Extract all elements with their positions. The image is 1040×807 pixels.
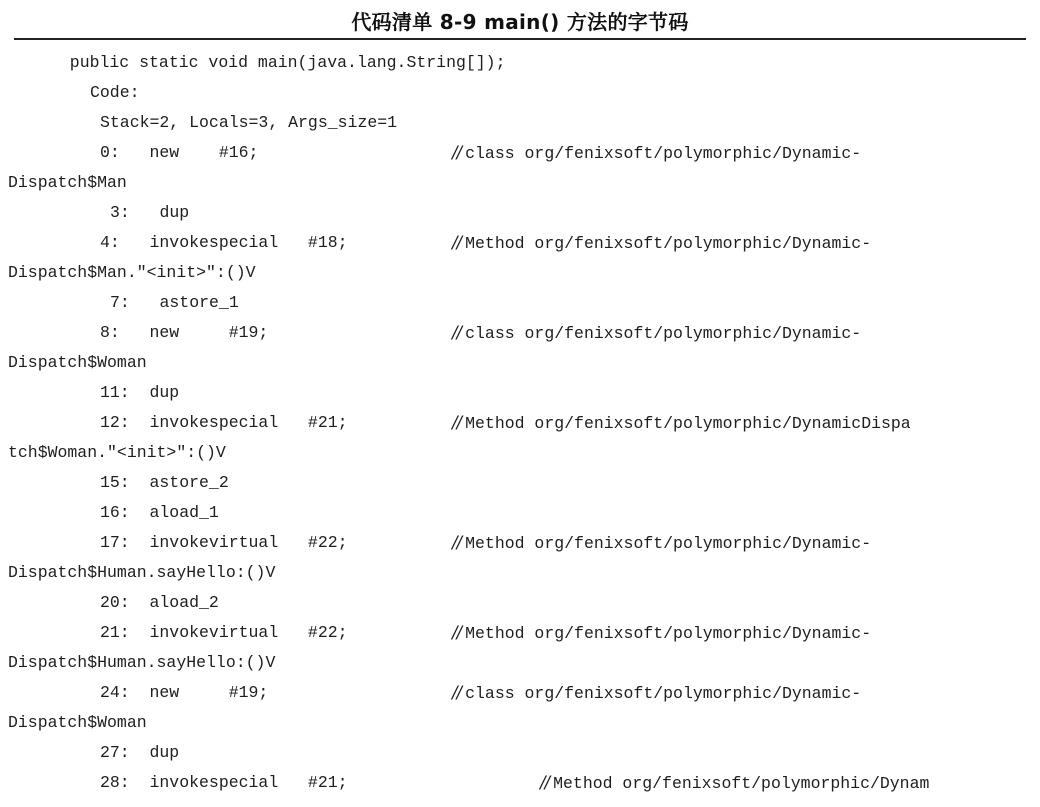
code-line <box>0 468 1040 498</box>
code-text: 17: invokevirtual #22; <box>100 533 348 552</box>
code-line <box>0 288 1040 318</box>
comment-marker: // <box>540 773 550 792</box>
comment-text: Method org/fenixsoft/polymorphic/Dynam <box>553 774 930 793</box>
comment-marker: // <box>452 323 462 342</box>
comment-text: class org/fenixsoft/polymorphic/Dynamic- <box>465 144 862 163</box>
code-text: 0: new #16; <box>100 143 259 162</box>
comment-text: Method org/fenixsoft/polymorphic/DynamicDispa <box>465 414 911 433</box>
code-text: 4: invokespecial #18; <box>100 233 348 252</box>
code-text: Code: <box>90 83 140 102</box>
code-text: 12: invokespecial #21; <box>100 413 348 432</box>
code-comment <box>452 318 861 348</box>
code-text: 15: astore_2 <box>100 473 229 492</box>
comment-text: class org/fenixsoft/polymorphic/Dynamic- <box>465 684 862 703</box>
comment-text: Method org/fenixsoft/polymorphic/Dynamic- <box>465 534 872 553</box>
code-line <box>0 318 1040 348</box>
code-comment <box>452 138 861 168</box>
code-text: 7: astore_1 <box>110 293 239 312</box>
listing-caption: 代码清单 8-9 main() 方法的字节码 <box>351 10 689 34</box>
code-line <box>0 438 1040 468</box>
code-line <box>0 48 1040 78</box>
code-line <box>0 618 1040 648</box>
comment-marker: // <box>452 233 462 252</box>
code-comment <box>452 228 871 258</box>
code-line <box>0 588 1040 618</box>
code-text: Dispatch$Human.sayHello:()V <box>8 563 276 582</box>
code-text: Dispatch$Human.sayHello:()V <box>8 653 276 672</box>
code-text: 24: new #19; <box>100 683 269 702</box>
code-line <box>0 168 1040 198</box>
code-line <box>0 648 1040 678</box>
code-text: 27: dup <box>100 743 180 762</box>
code-line <box>0 258 1040 288</box>
code-line <box>0 558 1040 588</box>
comment-text: class org/fenixsoft/polymorphic/Dynamic- <box>465 324 862 343</box>
code-text: public static void main(java.lang.String[]); <box>50 53 506 72</box>
code-line <box>0 528 1040 558</box>
code-text: Stack=2, Locals=3, Args_size=1 <box>100 113 398 132</box>
code-text: Dispatch$Woman <box>8 713 147 732</box>
code-line <box>0 738 1040 768</box>
comment-marker: // <box>452 143 462 162</box>
code-text: Dispatch$Man <box>8 173 127 192</box>
comment-text: Method org/fenixsoft/polymorphic/Dynamic- <box>465 624 872 643</box>
code-line <box>0 108 1040 138</box>
code-line <box>0 138 1040 168</box>
comment-text: Method org/fenixsoft/polymorphic/Dynamic- <box>465 234 872 253</box>
code-text: 16: aload_1 <box>100 503 219 522</box>
code-comment <box>452 408 911 438</box>
code-comment <box>540 768 929 798</box>
code-text: 28: invokespecial #21; <box>100 773 348 792</box>
code-text: tch$Woman."<init>":()V <box>8 443 226 462</box>
comment-marker: // <box>452 623 462 642</box>
code-text: Dispatch$Man."<init>":()V <box>8 263 256 282</box>
code-line <box>0 348 1040 378</box>
code-text: 11: dup <box>100 383 180 402</box>
code-text: 21: invokevirtual #22; <box>100 623 348 642</box>
code-line <box>0 198 1040 228</box>
bytecode-listing <box>0 48 1040 798</box>
code-line <box>0 768 1040 798</box>
code-line <box>0 378 1040 408</box>
comment-marker: // <box>452 683 462 702</box>
caption-rule <box>14 38 1026 40</box>
code-text: 8: new #19; <box>100 323 269 342</box>
code-line <box>0 678 1040 708</box>
code-line <box>0 408 1040 438</box>
code-line <box>0 498 1040 528</box>
comment-marker: // <box>452 533 462 552</box>
code-text: 3: dup <box>110 203 190 222</box>
code-text: Dispatch$Woman <box>8 353 147 372</box>
code-comment <box>452 678 861 708</box>
code-line <box>0 228 1040 258</box>
code-comment <box>452 618 871 648</box>
code-line <box>0 708 1040 738</box>
code-text: 20: aload_2 <box>100 593 219 612</box>
code-comment <box>452 528 871 558</box>
comment-marker: // <box>452 413 462 432</box>
code-line <box>0 78 1040 108</box>
